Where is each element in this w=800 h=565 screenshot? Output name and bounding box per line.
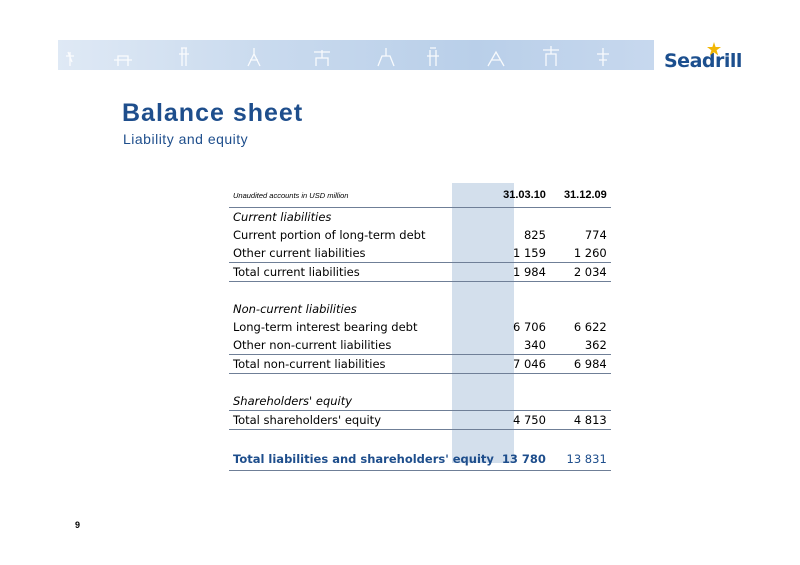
table-spacer xyxy=(229,374,611,393)
balance-sheet-table xyxy=(229,183,611,471)
row-label: Other non-current liabilities xyxy=(229,336,498,355)
table-row xyxy=(229,318,611,336)
row-value-prior: 4 813 xyxy=(560,411,611,430)
table-row xyxy=(229,300,611,318)
row-value-current: 6 706 xyxy=(513,320,546,334)
row-value-prior xyxy=(560,392,611,411)
row-value-prior: 6 984 xyxy=(560,355,611,374)
table-note: Unaudited accounts in USD million xyxy=(229,183,498,208)
row-value-prior: 13 831 xyxy=(560,448,611,471)
table-spacer xyxy=(229,282,611,301)
row-label: Total non-current liabilities xyxy=(229,355,498,374)
table-row xyxy=(229,392,611,411)
row-value-prior xyxy=(560,208,611,227)
row-value-current xyxy=(498,208,560,227)
table-spacer xyxy=(229,430,611,449)
table-header-row xyxy=(229,183,611,208)
row-value-prior: 1 260 xyxy=(560,244,611,263)
table-row xyxy=(229,336,611,355)
row-label: Total shareholders' equity xyxy=(229,411,498,430)
row-value-current: 7 046 xyxy=(498,355,560,374)
page-number: 9 xyxy=(75,520,81,530)
row-value-current xyxy=(498,392,560,411)
logo-wordmark: Seadrill xyxy=(664,50,742,72)
row-label: Non-current liabilities xyxy=(233,302,357,316)
seadrill-logo xyxy=(664,46,744,76)
star-icon xyxy=(707,42,721,56)
row-label: Shareholders' equity xyxy=(229,392,498,411)
column-header-prior: 31.12.09 xyxy=(560,183,611,208)
table-row-total xyxy=(229,411,611,430)
row-value-prior: 2 034 xyxy=(560,263,611,282)
row-value-prior: 774 xyxy=(584,228,607,242)
row-value-current: 340 xyxy=(498,336,560,355)
row-label: Current portion of long-term debt xyxy=(233,228,426,242)
table-row-grand-total xyxy=(229,448,611,471)
row-value-prior: 6 622 xyxy=(573,320,607,334)
table-row-total xyxy=(229,355,611,374)
page-title: Balance sheet xyxy=(122,99,304,127)
row-value-current: 4 750 xyxy=(498,411,560,430)
row-label: Other current liabilities xyxy=(229,244,498,263)
row-label: Total liabilities and shareholders' equity xyxy=(229,448,498,471)
row-value-current: 825 xyxy=(523,228,546,242)
table-row xyxy=(229,226,611,244)
row-value-prior: 362 xyxy=(560,336,611,355)
table-row-total xyxy=(229,263,611,282)
row-value-current: 1 159 xyxy=(498,244,560,263)
row-value-current: 13 780 xyxy=(498,448,560,471)
header-banner xyxy=(58,40,654,70)
row-label: Current liabilities xyxy=(233,210,332,224)
row-value-current: 1 984 xyxy=(498,263,560,282)
column-header-current: 31.03.10 xyxy=(498,183,560,208)
row-label: Long-term interest bearing debt xyxy=(233,320,418,334)
table-row xyxy=(229,208,611,227)
table-row xyxy=(229,244,611,263)
row-value-prior xyxy=(560,300,611,318)
rig-silhouettes-image xyxy=(58,40,654,70)
page-subtitle: Liability and equity xyxy=(123,131,249,147)
row-value-current xyxy=(498,300,560,318)
row-label: Total current liabilities xyxy=(229,263,498,282)
